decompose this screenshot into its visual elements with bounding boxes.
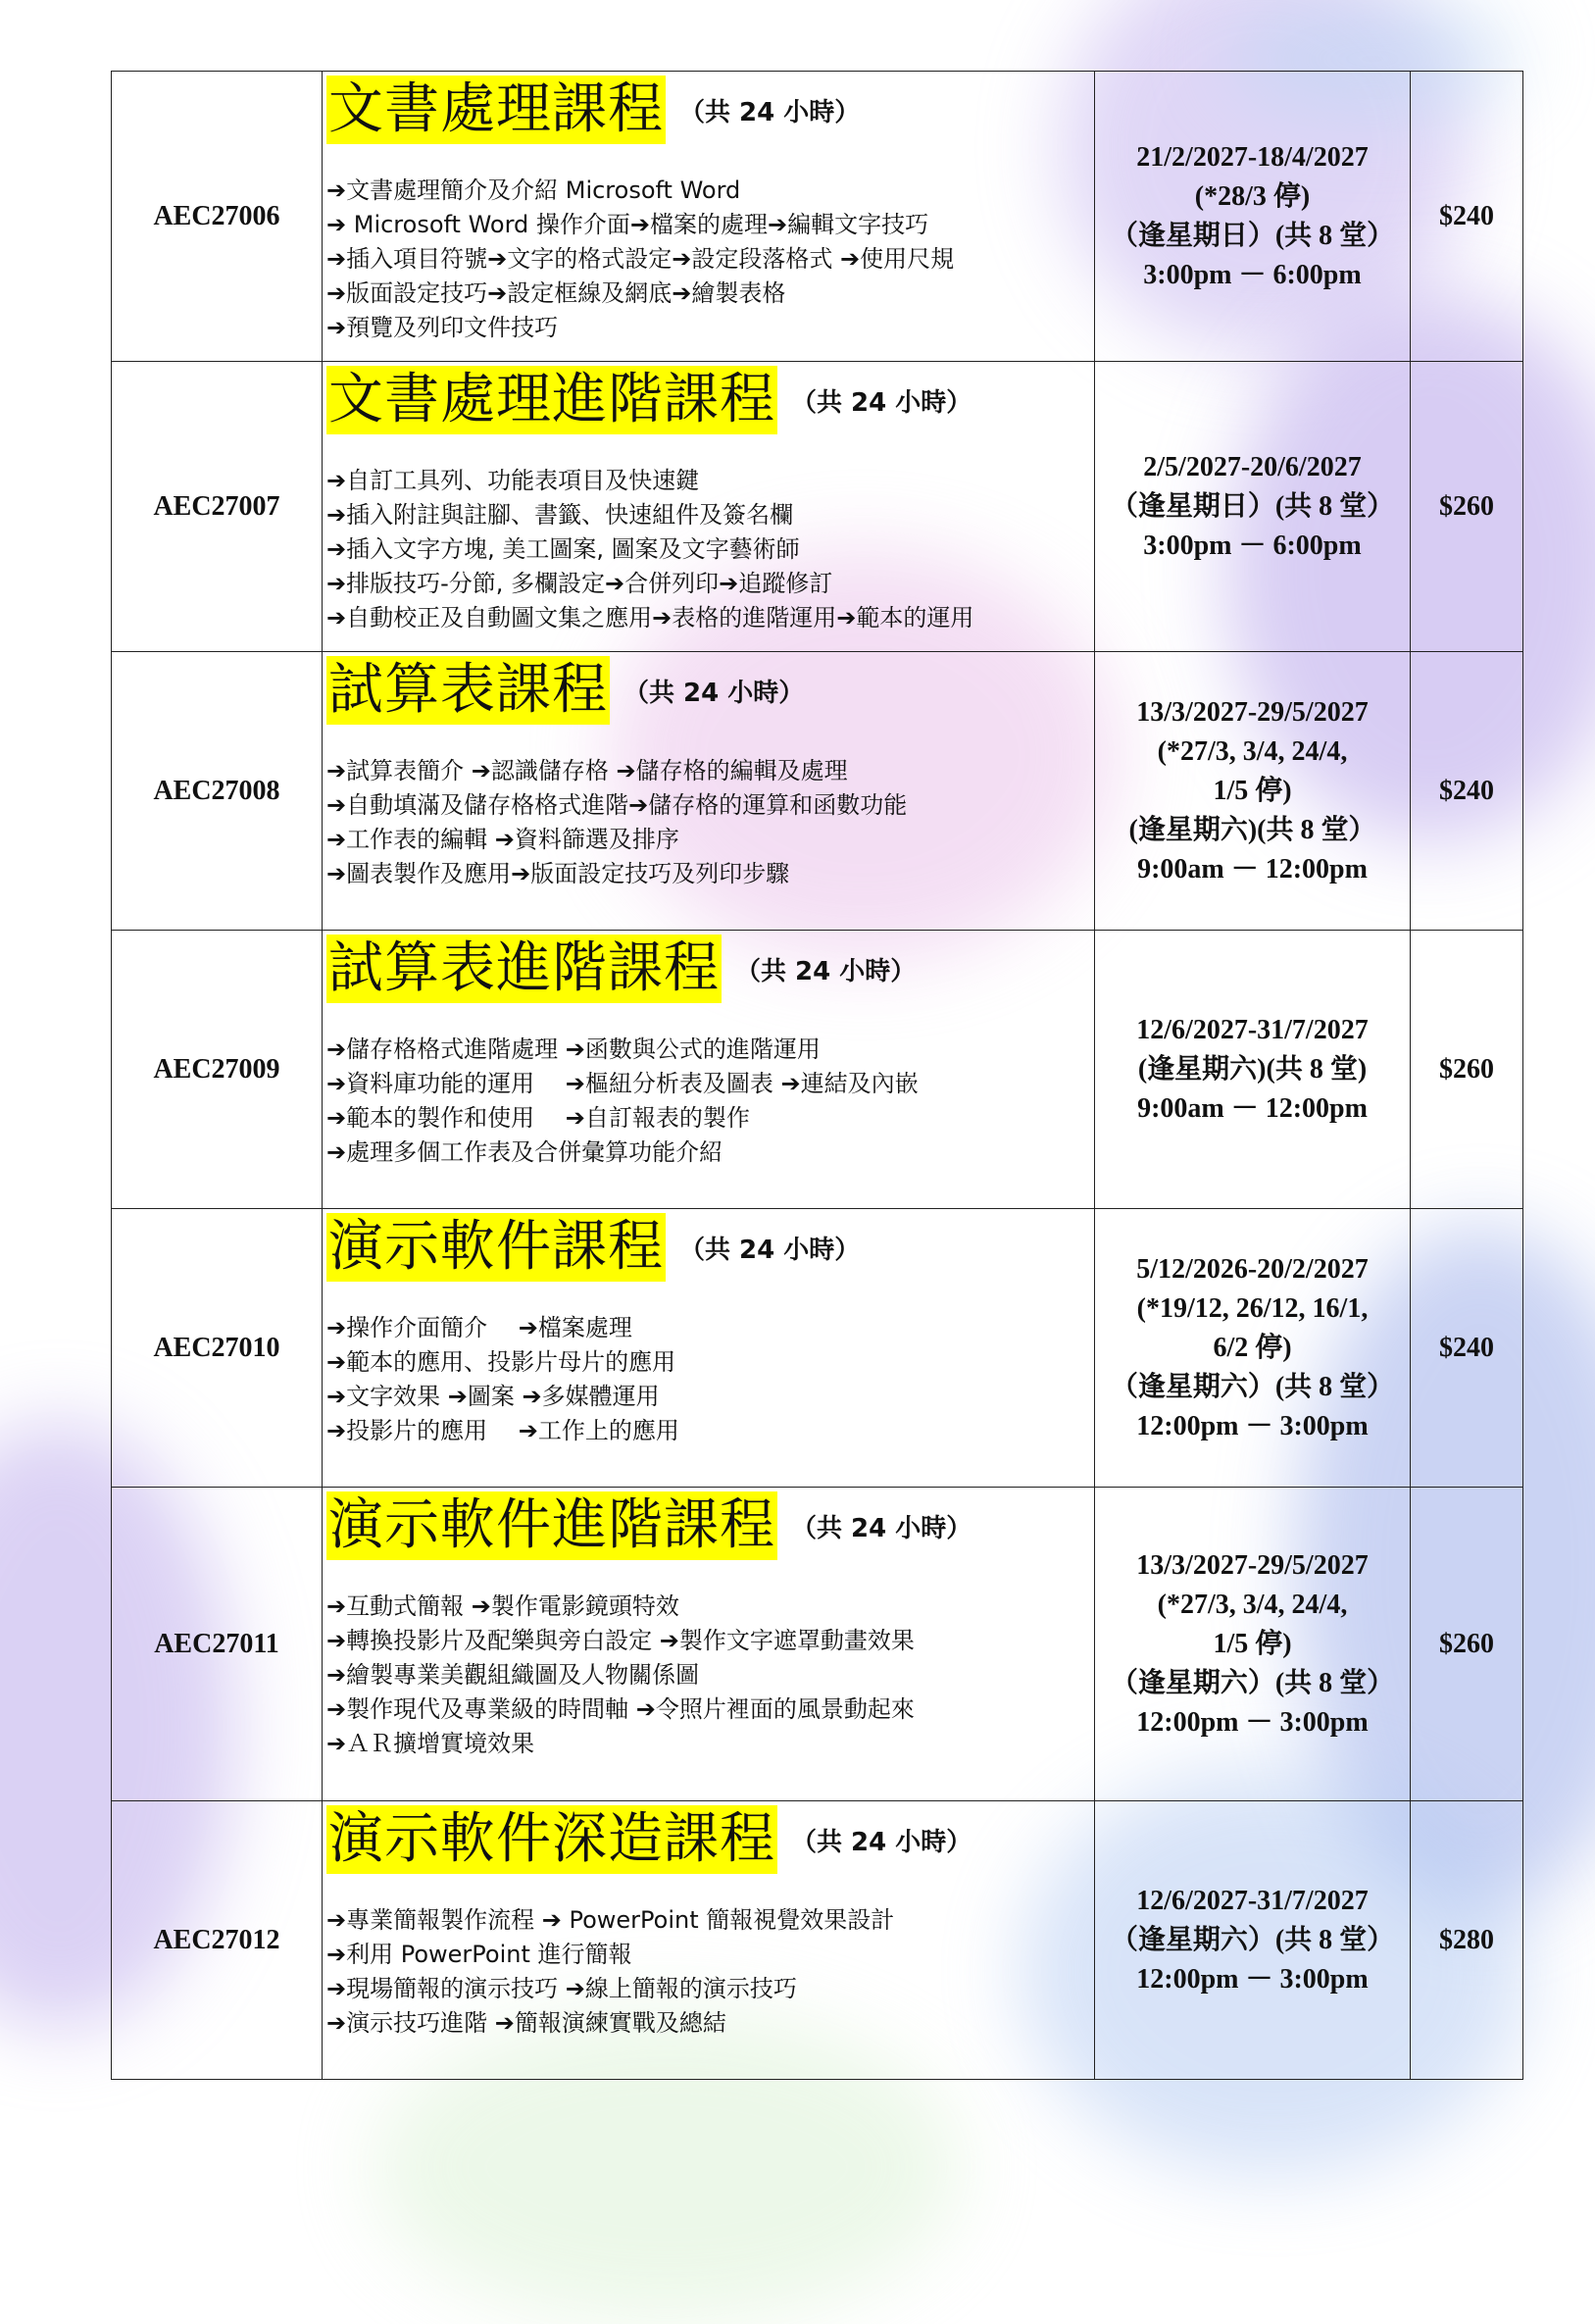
schedule-line: （逢星期六）(共 8 堂） xyxy=(1110,1667,1395,1698)
schedule-line: 12:00pm － 3:00pm xyxy=(1136,1410,1369,1441)
schedule-line: (*27/3, 3/4, 24/4, xyxy=(1157,1589,1348,1620)
course-title: 文書處理進階課程 xyxy=(326,366,777,434)
course-description xyxy=(323,72,1095,362)
course-topic-line: ➔自訂工具列、功能表項目及快速鍵 xyxy=(326,467,700,494)
course-fee: $260 xyxy=(1411,931,1523,1209)
course-schedule xyxy=(1095,1488,1411,1801)
course-row xyxy=(112,1209,1523,1488)
course-description xyxy=(323,1488,1095,1801)
course-hours: （共 24 小時） xyxy=(623,678,805,708)
course-topic-line: ➔處理多個工作表及合併彙算功能介紹 xyxy=(326,1138,723,1166)
schedule-line: 13/3/2027-29/5/2027 xyxy=(1136,696,1369,728)
course-fee: $240 xyxy=(1411,1209,1523,1488)
course-topic-line: ➔現場簡報的演示技巧 ➔線上簡報的演示技巧 xyxy=(326,1975,797,2002)
schedule-line: 5/12/2026-20/2/2027 xyxy=(1136,1253,1369,1285)
course-title: 試算表課程 xyxy=(326,656,610,725)
course-topic-line: ➔插入文字方塊, 美工圖案, 圖案及文字藝術師 xyxy=(326,535,800,563)
course-topic-line: ➔製作現代及專業級的時間軸 ➔令照片裡面的風景動起來 xyxy=(326,1695,915,1723)
course-topic-line: ➔資料庫功能的運用 ➔樞紐分析表及圖表 ➔連結及內嵌 xyxy=(326,1070,919,1097)
schedule-line: 9:00am － 12:00pm xyxy=(1137,1092,1368,1124)
course-code: AEC27008 xyxy=(112,652,323,931)
schedule-line: 6/2 停) xyxy=(1213,1332,1292,1363)
course-code: AEC27012 xyxy=(112,1801,323,2080)
schedule-line: 12:00pm － 3:00pm xyxy=(1136,1706,1369,1738)
schedule-line: 13/3/2027-29/5/2027 xyxy=(1136,1549,1369,1581)
course-topic-line: ➔文字效果 ➔圖案 ➔多媒體運用 xyxy=(326,1383,660,1410)
course-topic-line: ➔專業簡報製作流程 ➔ PowerPoint 簡報視覺效果設計 xyxy=(326,1906,895,1934)
schedule-line: (*28/3 停) xyxy=(1194,180,1311,212)
course-topic-line: ➔操作介面簡介 ➔檔案處理 xyxy=(326,1314,632,1341)
course-title-line xyxy=(326,1491,1088,1560)
course-topic-line: ➔利用 PowerPoint 進行簡報 xyxy=(326,1941,632,1968)
course-topic-line: ➔投影片的應用 ➔工作上的應用 xyxy=(326,1417,679,1444)
course-row xyxy=(112,1801,1523,2080)
course-fee: $280 xyxy=(1411,1801,1523,2080)
course-topic-line: ➔ＡＲ擴增實境效果 xyxy=(326,1730,535,1757)
schedule-line: 12/6/2027-31/7/2027 xyxy=(1136,1014,1369,1045)
schedule-line: (*27/3, 3/4, 24/4, xyxy=(1157,735,1348,767)
course-title-line xyxy=(326,76,1088,144)
course-fee: $240 xyxy=(1411,72,1523,362)
course-code: AEC27011 xyxy=(112,1488,323,1801)
course-row xyxy=(112,652,1523,931)
schedule-line: (*19/12, 26/12, 16/1, xyxy=(1136,1292,1369,1324)
course-schedule xyxy=(1095,931,1411,1209)
course-description xyxy=(323,362,1095,652)
course-fee: $260 xyxy=(1411,362,1523,652)
schedule-line: 1/5 停) xyxy=(1213,1628,1292,1659)
course-hours: （共 24 小時） xyxy=(679,97,861,127)
schedule-line: 3:00pm － 6:00pm xyxy=(1143,530,1362,561)
course-description xyxy=(323,1801,1095,2080)
course-topic-line: ➔轉換投影片及配樂與旁白設定 ➔製作文字遮罩動畫效果 xyxy=(326,1627,915,1654)
course-title: 演示軟件課程 xyxy=(326,1213,666,1282)
course-title-line xyxy=(326,366,1088,434)
schedule-line: 9:00am － 12:00pm xyxy=(1137,853,1368,884)
course-title: 文書處理課程 xyxy=(326,76,666,144)
course-row xyxy=(112,72,1523,362)
course-table xyxy=(111,71,1523,2080)
course-title: 演示軟件深造課程 xyxy=(326,1805,777,1874)
course-topic-line: ➔文書處理簡介及介紹 Microsoft Word xyxy=(326,177,741,204)
course-row xyxy=(112,1488,1523,1801)
schedule-line: 2/5/2027-20/6/2027 xyxy=(1143,451,1362,482)
course-topic-line: ➔插入項目符號➔文字的格式設定➔設定段落格式 ➔使用尺規 xyxy=(326,245,955,273)
course-title-line xyxy=(326,656,1088,725)
course-row xyxy=(112,362,1523,652)
course-hours: （共 24 小時） xyxy=(735,956,917,986)
course-schedule xyxy=(1095,652,1411,931)
schedule-line: (逢星期六)(共 8 堂) xyxy=(1137,1053,1368,1085)
course-topic-line: ➔插入附註與註腳、書籤、快速組件及簽名欄 xyxy=(326,501,794,529)
course-schedule xyxy=(1095,1801,1411,2080)
course-title-line xyxy=(326,1805,1088,1874)
course-topic-line: ➔互動式簡報 ➔製作電影鏡頭特效 xyxy=(326,1592,679,1620)
course-topic-line: ➔自動填滿及儲存格格式進階➔儲存格的運算和函數功能 xyxy=(326,791,908,819)
course-description xyxy=(323,931,1095,1209)
course-topic-line: ➔範本的製作和使用 ➔自訂報表的製作 xyxy=(326,1104,750,1132)
schedule-line: 21/2/2027-18/4/2027 xyxy=(1136,141,1369,173)
course-fee: $240 xyxy=(1411,652,1523,931)
course-code: AEC27009 xyxy=(112,931,323,1209)
course-title: 試算表進階課程 xyxy=(326,935,722,1003)
course-schedule xyxy=(1095,1209,1411,1488)
schedule-line: (逢星期六)(共 8 堂） xyxy=(1128,814,1376,845)
course-topic-line: ➔演示技巧進階 ➔簡報演練實戰及總結 xyxy=(326,2009,726,2037)
course-code: AEC27007 xyxy=(112,362,323,652)
schedule-line: 12:00pm － 3:00pm xyxy=(1136,1963,1369,1995)
course-row xyxy=(112,931,1523,1209)
course-schedule xyxy=(1095,362,1411,652)
course-description xyxy=(323,652,1095,931)
course-title: 演示軟件進階課程 xyxy=(326,1491,777,1560)
schedule-line: 1/5 停) xyxy=(1213,775,1292,806)
course-hours: （共 24 小時） xyxy=(791,1513,972,1543)
course-topic-line: ➔預覽及列印文件技巧 xyxy=(326,314,559,341)
course-topic-line: ➔圖表製作及應用➔版面設定技巧及列印步驟 xyxy=(326,860,790,887)
course-topic-line: ➔排版技巧-分節, 多欄設定➔合併列印➔追蹤修訂 xyxy=(326,570,833,597)
course-title-line xyxy=(326,1213,1088,1282)
course-code: AEC27010 xyxy=(112,1209,323,1488)
schedule-line: （逢星期六）(共 8 堂） xyxy=(1110,1924,1395,1955)
course-hours: （共 24 小時） xyxy=(679,1235,861,1265)
course-topic-line: ➔自動校正及自動圖文集之應用➔表格的進階運用➔範本的運用 xyxy=(326,604,974,632)
schedule-line: 3:00pm － 6:00pm xyxy=(1143,259,1362,290)
course-title-line xyxy=(326,935,1088,1003)
course-topic-line: ➔試算表簡介 ➔認識儲存格 ➔儲存格的編輯及處理 xyxy=(326,757,848,784)
course-schedule xyxy=(1095,72,1411,362)
course-topic-line: ➔繪製專業美觀組織圖及人物關係圖 xyxy=(326,1661,700,1689)
course-topic-line: ➔工作表的編輯 ➔資料篩選及排序 xyxy=(326,826,679,853)
course-topic-line: ➔ Microsoft Word 操作介面➔檔案的處理➔編輯文字技巧 xyxy=(326,211,929,238)
course-description xyxy=(323,1209,1095,1488)
schedule-line: （逢星期六）(共 8 堂） xyxy=(1110,1371,1395,1402)
course-table-body xyxy=(112,72,1523,2080)
course-topic-line: ➔儲存格格式進階處理 ➔函數與公式的進階運用 xyxy=(326,1036,821,1063)
course-hours: （共 24 小時） xyxy=(791,1827,972,1857)
schedule-line: 12/6/2027-31/7/2027 xyxy=(1136,1885,1369,1916)
schedule-line: （逢星期日）(共 8 堂） xyxy=(1110,220,1395,251)
schedule-line: （逢星期日）(共 8 堂） xyxy=(1110,490,1395,522)
course-hours: （共 24 小時） xyxy=(791,387,972,418)
course-fee: $260 xyxy=(1411,1488,1523,1801)
course-code: AEC27006 xyxy=(112,72,323,362)
course-topic-line: ➔範本的應用、投影片母片的應用 xyxy=(326,1348,676,1376)
course-topic-line: ➔版面設定技巧➔設定框線及網底➔繪製表格 xyxy=(326,279,786,307)
